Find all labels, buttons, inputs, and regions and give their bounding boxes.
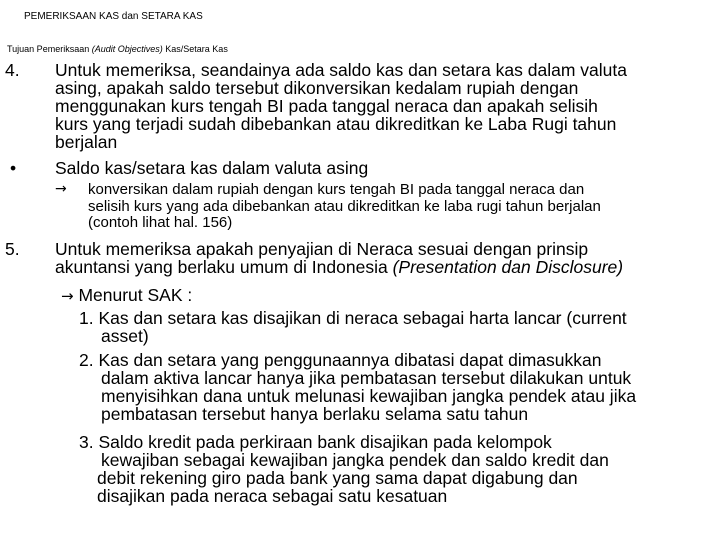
sak-heading: → Menurut SAK :: [61, 285, 193, 305]
page-subtitle: Tujuan Pemeriksaan (Audit Objectives) Kas/Setara Kas: [7, 44, 228, 54]
item-4-marker: 4.: [5, 60, 20, 80]
bullet-marker: •: [10, 158, 17, 178]
item-4-text: Untuk memeriksa, seandainya ada saldo kas dan setara kas dalam valuta asing, apakah saldo tersebut dikonversikan kedalam rupiah dengan menggunakan kurs tengah BI pada tanggal neraca dan apakah selisih kurs yang terjadi sudah dibebankan atau dikreditkan ke Laba Rugi tahun berjalan: [55, 60, 627, 152]
bullet-text: Saldo kas/setara kas dalam valuta asing: [55, 158, 369, 178]
sak-point-1: 1. Kas dan setara kas disajikan di neraca sebagai harta lancar (current asset): [79, 308, 627, 346]
page-title: PEMERIKSAAN KAS dan SETARA KAS: [24, 11, 203, 22]
sak-point-2: 2. Kas dan setara yang penggunaannya dibatasi dapat dimasukkan dalam aktiva lancar hanya jika pembatasan tersebut dilakukan untuk menyisihkan dana untuk melunasi kewajiban jangka pendek atau jika pembatasan tersebut hanya berlaku selama satu tahun: [79, 350, 637, 424]
item-5-text: Untuk memeriksa apakah penyajian di Neraca sesuai dengan prinsip akuntansi yang berlaku umum di Indonesia (Presentation dan Disclosure): [55, 239, 624, 277]
arrow-right-icon: →: [55, 181, 67, 197]
sak-point-3: 3. Saldo kredit pada perkiraan bank disajikan pada kelompok kewajiban sebagai kewajiban jangka pendek dan saldo kredit dan debit rekening giro pada bank yang sama dapat digabung dan disajikan pada neraca sebagai satu kesatuan: [79, 432, 609, 506]
item-5-marker: 5.: [5, 239, 20, 259]
arrow-right-icon: →: [61, 287, 74, 305]
arrow-note-text: konversikan dalam rupiah dengan kurs tengah BI pada tanggal neraca dan selisih kurs yang ada dibebankan atau dikreditkan ke laba rugi tahun berjalan (contoh lihat hal. 156): [88, 181, 601, 231]
